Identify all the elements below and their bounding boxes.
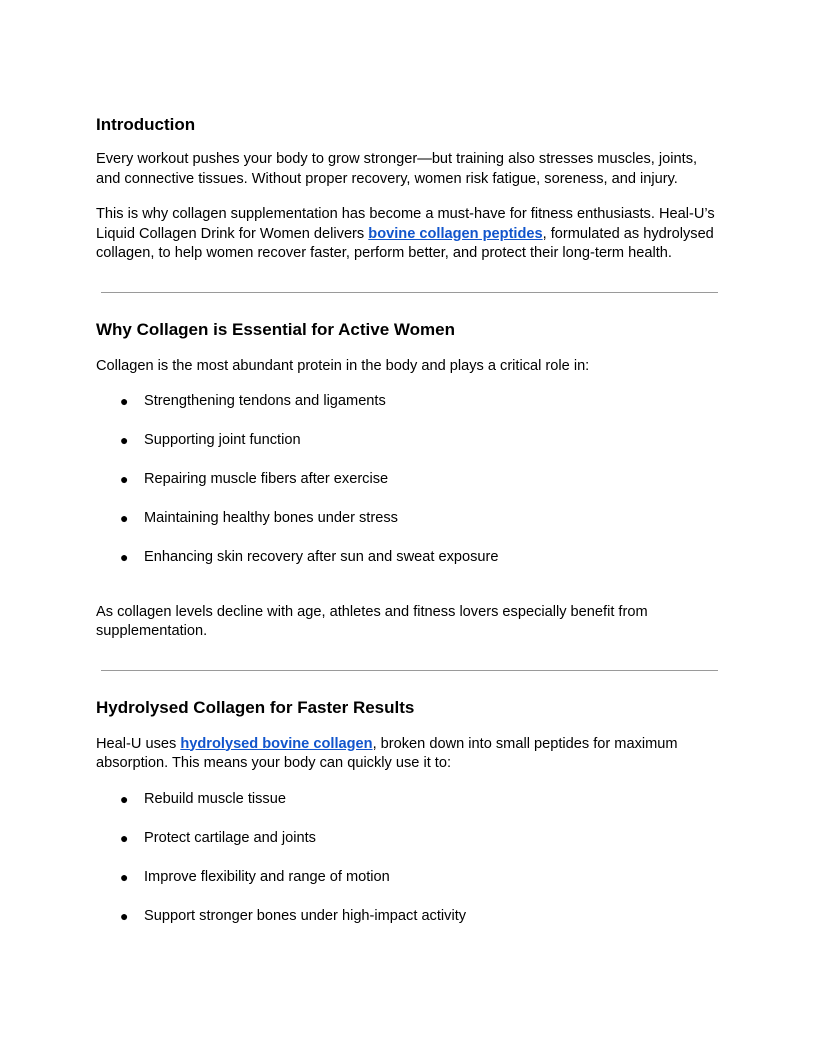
list-item [96, 907, 722, 927]
intro-paragraph-2-text-before: This is why collagen supplementation has become a must-have for fitness enthusiasts. Heal-U’s Liquid Collagen Drink for Women delivers [96, 206, 715, 242]
list-item-text: Maintaining healthy bones under stress [144, 510, 398, 526]
list-item-text: Rebuild muscle tissue [144, 790, 286, 807]
intro-paragraph-2-text-after: , formulated as hydrolysed collagen, to help women recover faster, perform better, and protect their long-term health. [96, 225, 714, 261]
section-heading-why-collagen: Why Collagen is Essential for Active Women [96, 319, 455, 339]
list-item-text: Repairing muscle fibers after exercise [144, 471, 389, 487]
list-item-text: Improve flexibility and range of motion [144, 868, 390, 885]
bullet-icon: ● [120, 868, 129, 885]
intro-paragraph-2 [96, 205, 722, 264]
bullet-icon: ● [120, 790, 129, 807]
list-item [96, 392, 722, 412]
why-paragraph-2: As collagen levels decline with age, athletes and fitness lovers especially benefit from supplementation. [96, 603, 648, 639]
document-body [96, 114, 722, 926]
hydro-bullet-list [96, 790, 722, 927]
bullet-icon: ● [120, 907, 129, 924]
bullet-icon: ● [120, 393, 129, 409]
list-item-text: Strengthening tendons and ligaments [144, 393, 386, 409]
bullet-icon: ● [120, 432, 129, 448]
hydro-paragraph-1 [96, 735, 722, 774]
hydrolysed-bovine-collagen-link[interactable]: hydrolysed bovine collagen [180, 735, 373, 752]
intro-paragraph-1: Every workout pushes your body to grow stronger—but training also stresses muscles, joints, and connective tissues. Without proper recovery, women risk fatigue, soreness, and injury. [96, 151, 698, 187]
list-item [96, 790, 722, 810]
bullet-icon: ● [120, 471, 129, 487]
bullet-icon: ● [120, 549, 129, 565]
bullet-icon: ● [120, 510, 129, 526]
horizontal-divider [101, 670, 718, 671]
bullet-icon: ● [120, 829, 129, 846]
why-paragraph-1: Collagen is the most abundant protein in the body and plays a critical role in: [96, 357, 590, 374]
bovine-collagen-peptides-link[interactable]: bovine collagen peptides [368, 225, 543, 242]
hydro-paragraph-1-text-before: Heal-U uses [96, 735, 181, 752]
list-item-text: Protect cartilage and joints [144, 829, 316, 846]
list-item [96, 431, 722, 451]
why-bullet-list [96, 392, 722, 568]
horizontal-divider [101, 292, 718, 293]
list-item [96, 470, 722, 490]
section-heading-introduction: Introduction [96, 115, 196, 134]
list-item-text: Enhancing skin recovery after sun and sweat exposure [144, 549, 499, 565]
list-item [96, 868, 722, 888]
list-item [96, 829, 722, 849]
hydro-paragraph-1-text-after: , broken down into small peptides for maximum absorption. This means your body can quickly use it to: [96, 735, 678, 771]
list-item-text: Supporting joint function [144, 432, 301, 448]
list-item [96, 548, 722, 568]
list-item [96, 509, 722, 529]
list-item-text: Support stronger bones under high-impact activity [144, 907, 467, 924]
section-heading-hydrolysed-collagen: Hydrolysed Collagen for Faster Results [96, 697, 415, 717]
